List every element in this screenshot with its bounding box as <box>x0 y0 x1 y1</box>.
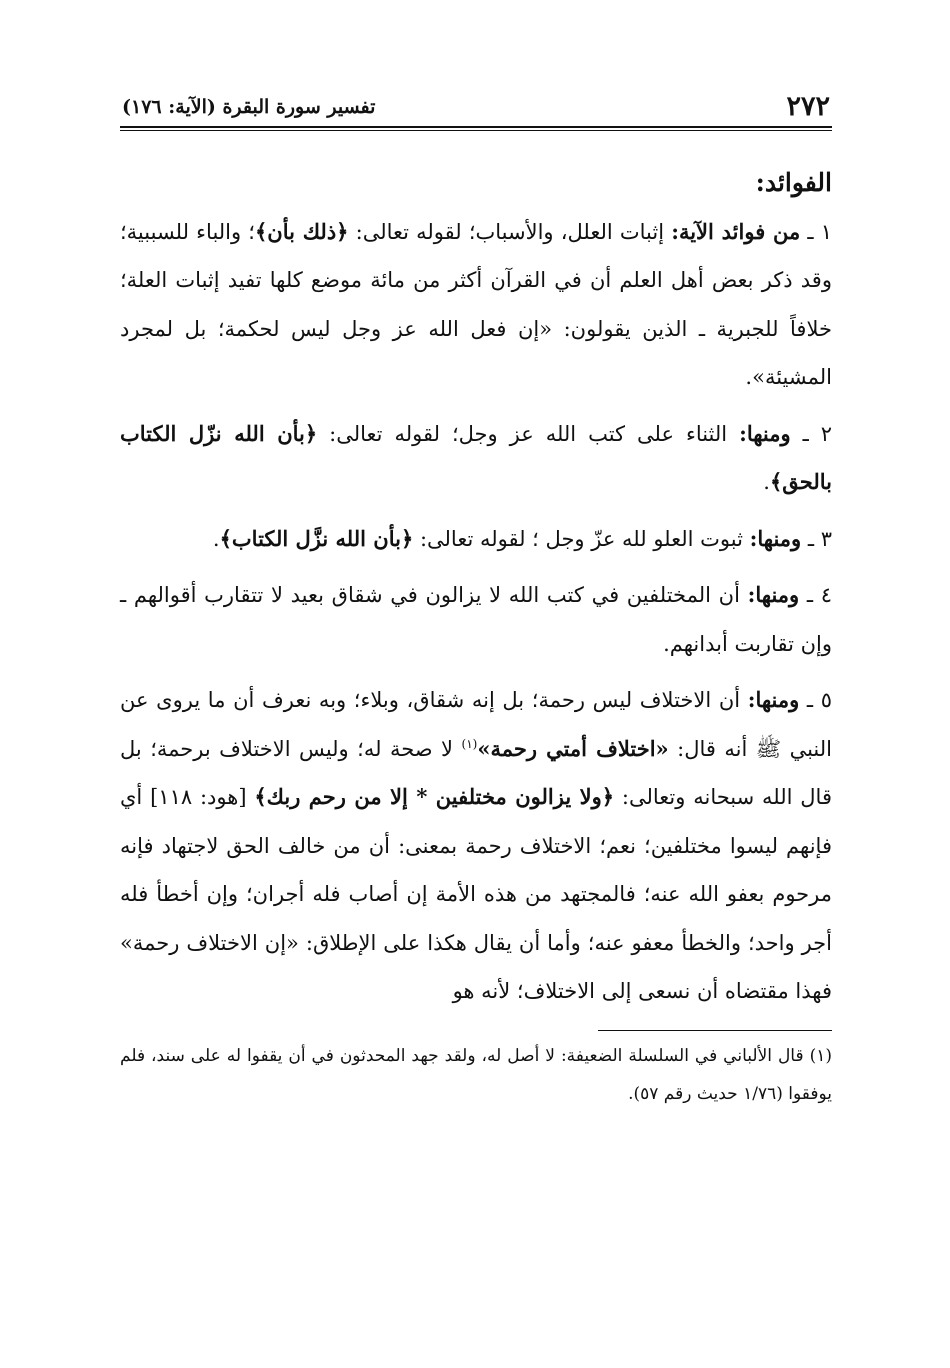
benefit-4 <box>120 571 832 668</box>
benefit-number: ١ ـ <box>800 219 832 244</box>
benefit-text: [هود: ١١٨] أي فإنهم ليسوا مختلفين؛ نعم؛ الاختلاف رحمة بمعنى: أن من خالف الحق لاجتهاد فإنه مرحوم بعفو الله عنه؛ فالمجتهد من هذه الأمة إن أصاب فله أجران؛ وإن أخطأ فله أجر واحد؛ والخطأ معفو عنه؛ وأما أن يقال هكذا على الإطلاق: «إن الاختلاف رحمة» فهذا مقتضاه أن نسعى إلى الاختلاف؛ لأنه هو <box>120 785 832 1003</box>
quran-quote: ﴿بأن الله نزّل الكتاب بالحق﴾ <box>120 420 832 494</box>
benefit-number: ٢ ـ <box>790 421 833 446</box>
benefit-lead: ومنها: <box>739 420 791 446</box>
header-rule <box>120 126 832 131</box>
benefit-text: . <box>212 526 220 551</box>
page-number: ٢٧٢ <box>786 91 830 122</box>
running-header <box>120 80 832 120</box>
benefit-text: الثناء على كتب الله عز وجل؛ لقوله تعالى: <box>317 421 740 446</box>
benefit-text: ؛ والباء للسببية؛ وقد ذكر بعض أهل العلم أن في القرآن أكثر من مائة موضع كلها تفيد إثبات العلة؛ خلافاً للجبرية ـ الذين يقولون: «إن فعل الله عز وجل ليس لحكمة؛ بل لمجرد المشيئة». <box>120 219 832 389</box>
benefit-text: إثبات العلل، والأسباب؛ لقوله تعالى: <box>348 219 672 244</box>
footnote-marker: (١) <box>461 736 478 751</box>
quran-quote: ﴿بأن الله نزَّل الكتاب﴾ <box>219 525 414 551</box>
running-title: تفسير سورة البقرة (الآية: ١٧٦) <box>122 96 376 118</box>
benefit-number: ٥ ـ <box>799 688 832 712</box>
benefit-lead: ومنها: <box>749 525 802 551</box>
benefit-3 <box>120 515 832 564</box>
quran-quote: ﴿ذلك بأن﴾ <box>254 218 349 244</box>
benefit-lead: ومنها: <box>747 687 800 712</box>
benefit-text: لا صحة له؛ وليس الاختلاف برحمة؛ بل قال الله سبحانه وتعالى: <box>120 736 832 809</box>
hadith-quote: «اختلاف أمتي رحمة» <box>477 735 669 761</box>
section-heading: الفوائد: <box>755 168 832 197</box>
benefit-number: ٤ ـ <box>799 583 832 607</box>
benefit-text: ثبوت العلو لله عزّ وجل ؛ لقوله تعالى: <box>413 526 750 551</box>
benefit-2 <box>120 410 832 507</box>
benefit-lead: من فوائد الآية: <box>671 218 801 244</box>
benefit-1 <box>120 208 832 402</box>
benefit-lead: ومنها: <box>747 582 800 607</box>
benefit-text: أن المختلفين في كتب الله لا يزالون في شقاق بعيد لا تتقارب أقوالهم ـ وإن تقاربت أبدانهم. <box>120 583 832 656</box>
footnote-rule <box>598 1030 832 1031</box>
benefit-5 <box>120 676 832 1016</box>
book-page <box>120 80 832 1113</box>
benefit-text: . <box>763 470 770 494</box>
footnote: (١) قال الألباني في السلسلة الضعيفة: لا أصل له، ولقد جهد المحدثون في أن يقفوا له على سند، فلم يوفقوا (١/٧٦ حديث رقم ٥٧). <box>120 1045 832 1104</box>
benefit-text: أن الاختلاف ليس رحمة؛ بل إنه شقاق، وبلاء؛ وبه نعرف أن ما يروى عن النبي ﷺ أنه قال: <box>120 688 832 761</box>
benefit-number: ٣ ـ <box>801 526 832 551</box>
quran-quote: ﴿ولا يزالون مختلفين * إلا من رحم ربك﴾ <box>254 784 615 809</box>
